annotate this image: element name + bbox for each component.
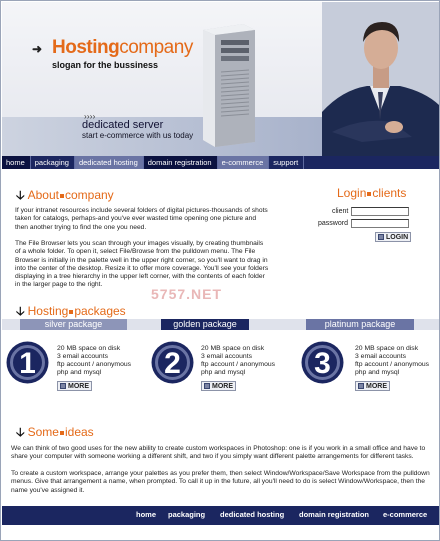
slogan: slogan for the bussiness (52, 60, 159, 70)
footer-nav-packaging[interactable]: packaging (168, 510, 206, 519)
client-label: client (332, 208, 349, 215)
businessman-photo (322, 2, 440, 156)
small-arrows-icon: › › › › (84, 112, 95, 121)
ideas-title-a: Some (27, 425, 59, 439)
password-input[interactable] (351, 219, 409, 228)
footer-navigation (2, 506, 440, 525)
more-icon (358, 383, 364, 389)
ideas-title-b: ideas (64, 425, 94, 439)
nav-spacer (304, 156, 440, 169)
about-heading (16, 186, 114, 207)
package-features (201, 345, 275, 377)
more-label: MORE (366, 382, 387, 390)
top-navigation (2, 156, 440, 169)
login-title-a: Login (337, 186, 367, 200)
ideas-heading (16, 423, 94, 444)
more-label: MORE (68, 382, 89, 390)
logo-text: company (119, 37, 193, 58)
feature-line: 3 email accounts (355, 353, 407, 360)
package-features (355, 345, 429, 377)
about-title-a: About (27, 188, 59, 202)
ideas-paragraph-1: We can think of two good uses for the new ability to create custom workspaces in Photoshop: one is if you work in a small office and have to share your computer with someone working a different shift, and two if you simply want different palette arrangements for different tasks. (11, 445, 426, 461)
feature-line: php and mysql (201, 369, 246, 376)
footer-nav-domain-registration[interactable]: domain registration (299, 510, 370, 519)
login-heading (337, 186, 406, 200)
platinum-more-button[interactable] (355, 381, 390, 391)
nav-e-commerce[interactable]: e-commerce (218, 156, 270, 169)
feature-line: 3 email accounts (201, 353, 253, 360)
nav-domain-registration[interactable]: domain registration (144, 156, 218, 169)
footer-bottom (2, 525, 440, 541)
packages-title-b: packages (74, 304, 126, 318)
feature-line: ftp account / anonymous (57, 361, 132, 368)
more-label: MORE (212, 382, 233, 390)
login-icon (378, 234, 384, 240)
package-number: 1 (19, 347, 36, 380)
feature-line: 20 MB space on disk (201, 345, 265, 352)
silver-more-button[interactable] (57, 381, 92, 391)
dedicated-server-subtitle: start e-commerce with us today (82, 131, 194, 140)
more-icon (60, 383, 66, 389)
package-features (57, 345, 131, 377)
silver-package-tab[interactable]: silver package (20, 319, 127, 330)
password-label: password (318, 220, 348, 227)
about-title-b: company (64, 188, 114, 202)
down-arrow-icon: 🡣 (16, 304, 25, 318)
dot-icon (60, 194, 64, 198)
feature-line: 20 MB space on disk (57, 345, 121, 352)
number-two-icon (151, 341, 194, 384)
packages-title-a: Hosting (27, 304, 69, 318)
feature-line: 3 email accounts (57, 353, 109, 360)
footer-nav-home[interactable]: home (136, 510, 157, 519)
package-number: 3 (314, 347, 331, 380)
footer-nav-e-commerce[interactable]: e-commerce (383, 510, 428, 519)
about-paragraph-2: The File Browser lets you scan through your images visually, by creating thumbnails of a whole folder. To open it, select File/Browse from the pulldown menu. The File Browser is initially in the palette well in the upper right corner, so you'll want to drag in into the center of the desktop. Resize it to offer more coverage. You'll see your folders displaying in a tree hierarchy in the upper left corner, with the contents of each folder in the larger page to the right. (15, 240, 269, 289)
login-button-label: LOGIN (386, 233, 409, 241)
nav-dedicated-hosting[interactable]: dedicated hosting (75, 156, 144, 169)
ideas-paragraph-2: To create a custom workspace, arrange your palettes as you prefer them, then select Window/Workspace/Save Workspace from the pulldown menus. Give that arrangement a name, when prompted. To call it up in the future, all you'll need to do is select Window/Workspace, then the name you've assigned it. (11, 470, 430, 494)
login-title-b: clients (372, 186, 407, 200)
down-arrow-icon: 🡣 (16, 425, 25, 439)
about-paragraph-1: If your intranet resources include several folders of digital pictures-thousands of shots taken for catalogs, perhaps-and you've ever wasted time opening one picture and then another trying to find the one you need. (15, 207, 268, 231)
more-icon (204, 383, 210, 389)
golden-package-tab[interactable]: golden package (161, 319, 249, 330)
dot-icon (367, 192, 371, 196)
dedicated-server-title: dedicated server (82, 119, 164, 131)
site-logo[interactable] (52, 37, 193, 59)
logo-text-bold: Hosting (52, 37, 120, 58)
header-banner (2, 2, 440, 156)
login-button[interactable] (375, 232, 411, 242)
package-number: 2 (164, 347, 181, 380)
golden-more-button[interactable] (201, 381, 236, 391)
dot-icon (60, 431, 64, 435)
feature-line: ftp account / anonymous (201, 361, 276, 368)
number-three-icon (301, 341, 344, 384)
server-tower-image (197, 22, 259, 147)
number-one-icon (6, 341, 49, 384)
watermark: 5757.NET (151, 286, 223, 302)
feature-line: ftp account / anonymous (355, 361, 430, 368)
dot-icon (69, 310, 73, 314)
platinum-package-tab[interactable]: platinum package (306, 319, 414, 330)
nav-home[interactable]: home (2, 156, 31, 169)
down-arrow-icon: 🡣 (16, 188, 25, 202)
nav-support[interactable]: support (269, 156, 304, 169)
nav-packaging[interactable]: packaging (31, 156, 75, 169)
feature-line: php and mysql (57, 369, 102, 376)
arrow-icon: ➜ (32, 42, 41, 56)
client-input[interactable] (351, 207, 409, 216)
feature-line: 20 MB space on disk (355, 345, 419, 352)
feature-line: php and mysql (355, 369, 400, 376)
footer-nav-dedicated-hosting[interactable]: dedicated hosting (220, 510, 285, 519)
